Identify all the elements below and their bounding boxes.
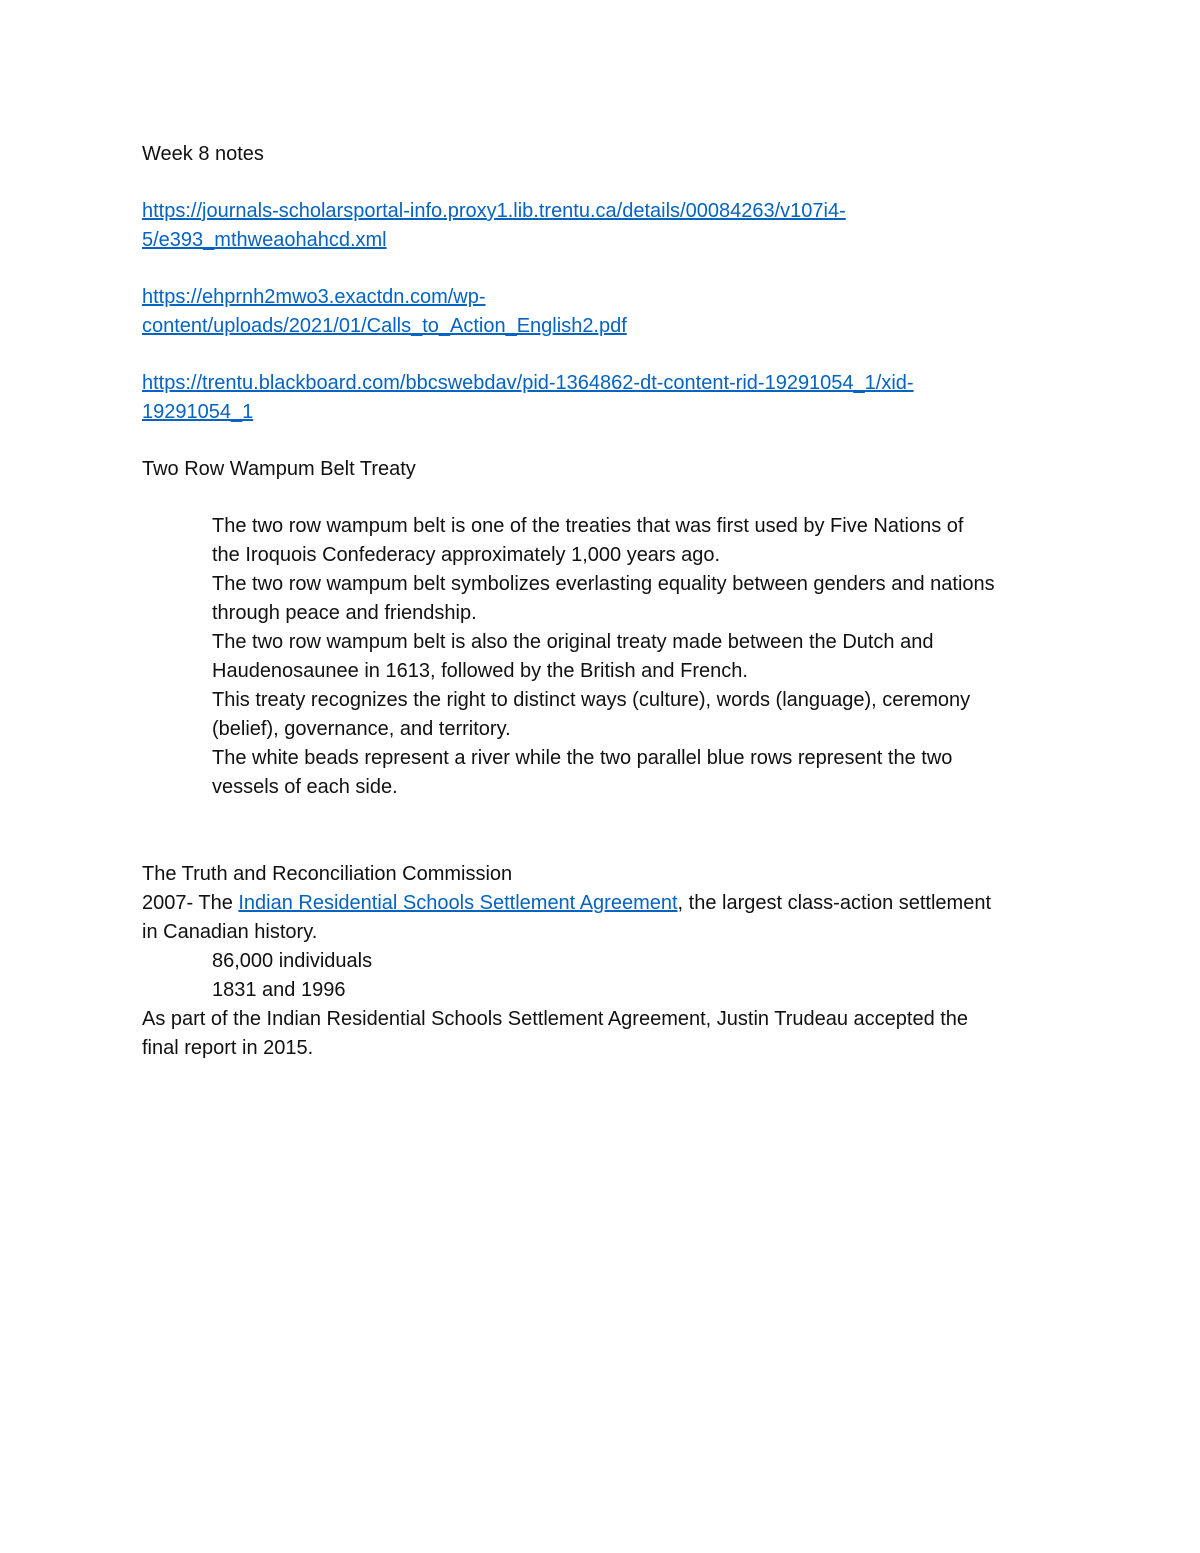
section-spacer: [142, 802, 1072, 860]
list-item: [142, 686, 1072, 744]
calls-to-action-link-line2: content/uploads/2021/01/Calls_to_Action_English2.pdf: [142, 315, 627, 337]
calls-to-action-link-line1: https://ehprnh2mwo3.exactdn.com/wp-: [142, 286, 486, 308]
bullet-text-line2: Haudenosaunee in 1613, followed by the British and French.: [212, 660, 748, 682]
bullet-text-line1: The two row wampum belt is one of the treaties that was first used by Five Nations of: [212, 515, 964, 537]
settlement-agreement-link[interactable]: Indian Residential Schools Settlement Agreement: [238, 892, 678, 914]
link-block-2: [142, 283, 1072, 341]
list-item: [142, 570, 1072, 628]
trc-intro-suffix-line1: , the largest class-action settlement: [677, 892, 992, 914]
bullet-text-line1: The two row wampum belt is also the original treaty made between the Dutch and: [212, 631, 934, 653]
trc-intro: [142, 889, 1072, 947]
list-item: [142, 628, 1072, 686]
bullet-text-line1: The white beads represent a river while the two parallel blue rows represent the two: [212, 747, 953, 769]
link-block-3: [142, 369, 1072, 427]
trc-heading: The Truth and Reconciliation Commission: [142, 863, 513, 885]
bullet-text: 86,000 individuals: [212, 950, 373, 972]
trc-intro-suffix-line2: in Canadian history.: [142, 921, 318, 943]
trc-closing: [142, 1005, 1072, 1063]
bullet-text-line1: This treaty recognizes the right to distinct ways (culture), words (language), ceremony: [212, 689, 971, 711]
calls-to-action-link[interactable]: [142, 286, 627, 337]
trc-closing-line1: As part of the Indian Residential Schools Settlement Agreement, Justin Trudeau accepted the: [142, 1008, 969, 1030]
blackboard-link[interactable]: [142, 372, 914, 423]
trc-intro-prefix: 2007- The: [142, 892, 239, 914]
link-block-1: [142, 197, 1072, 255]
journal-link[interactable]: [142, 200, 846, 251]
list-item: [142, 512, 1072, 570]
journal-link-line1: https://journals-scholarsportal-info.proxy1.lib.trentu.ca/details/00084263/v107i4-: [142, 200, 846, 222]
bullet-text-line1: The two row wampum belt symbolizes everlasting equality between genders and nations: [212, 573, 995, 595]
bullet-text-line2: vessels of each side.: [212, 776, 398, 798]
journal-link-line2: 5/e393_mthweaohahcd.xml: [142, 229, 387, 251]
blackboard-link-line2: 19291054_1: [142, 401, 254, 423]
list-item: [142, 744, 1072, 802]
trc-bullet-list: [142, 947, 1072, 1005]
bullet-text-line2: the Iroquois Confederacy approximately 1,000 years ago.: [212, 544, 721, 566]
blackboard-link-line1: https://trentu.blackboard.com/bbcswebdav/pid-1364862-dt-content-rid-19291054_1/xid-: [142, 372, 914, 394]
document-page: [142, 140, 1072, 1063]
document-title: Week 8 notes: [142, 143, 264, 165]
bullet-text: 1831 and 1996: [212, 979, 346, 1001]
bullet-text-line2: (belief), governance, and territory.: [212, 718, 511, 740]
wampum-bullet-list: [142, 512, 1072, 802]
bullet-text-line2: through peace and friendship.: [212, 602, 477, 624]
trc-closing-line2: final report in 2015.: [142, 1037, 314, 1059]
two-row-wampum-heading: Two Row Wampum Belt Treaty: [142, 458, 416, 480]
list-item: [142, 976, 1072, 1005]
list-item: [142, 947, 1072, 976]
